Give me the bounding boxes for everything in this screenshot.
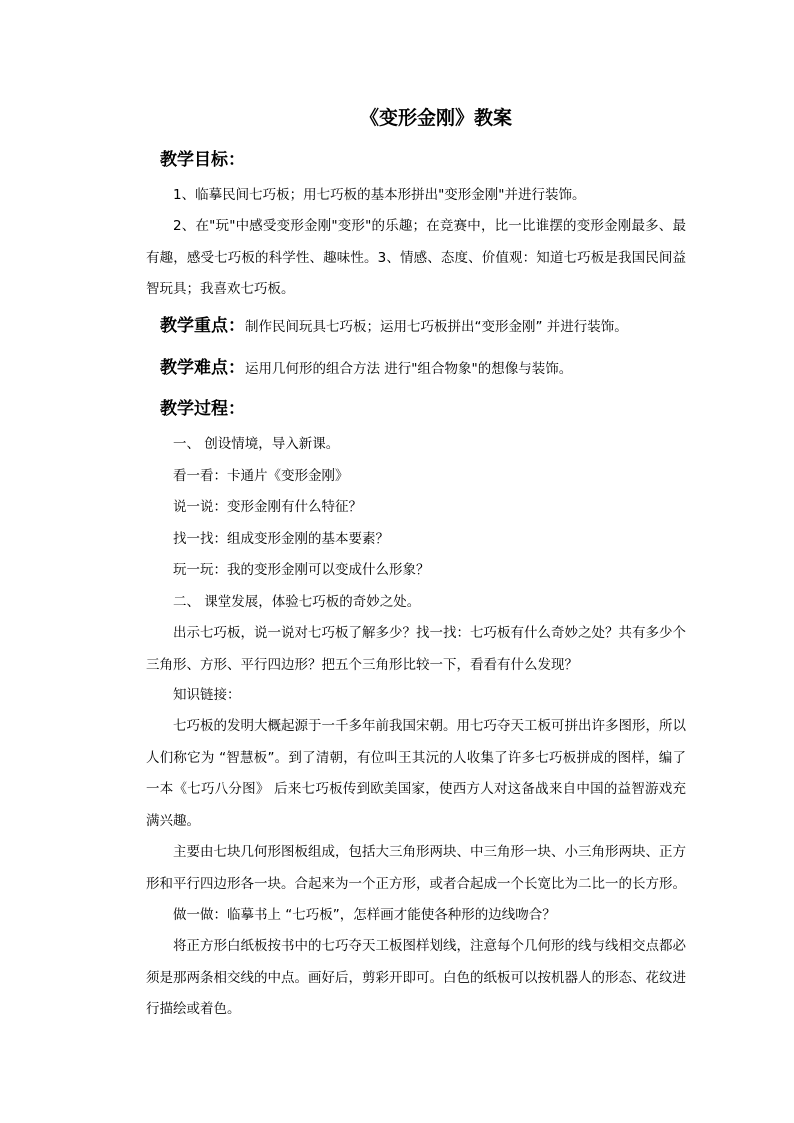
paragraph-2: 七巧板的发明大概起源于一千多年前我国宋朝。用七巧夺天工板可拼出许多图形，所以人们称它为 “智慧板”。到了清朝，有位叫王其沅的人收集了许多七巧板拼成的图样，编了一本《七巧八分图》 后来七巧板传到欧美国家，使西方人对这备战来自中国的益智游戏充满兴趣。 [146, 718, 686, 829]
find-line: 找一找：组成变形金刚的基本要素？ [173, 531, 389, 547]
difficulty-text: 运用几何形的组合方法 进行"组合物象"的想像与装饰。 [245, 361, 573, 377]
say-line: 说一说：变形金刚有什么特征？ [173, 499, 362, 515]
play-line: 玩一玩：我的变形金刚可以变成什么形象？ [173, 562, 430, 578]
process-heading: 教学过程： [160, 399, 245, 419]
difficulty-line [160, 356, 572, 381]
section-2-title: 二、 课堂发展，体验七巧板的奇妙之处。 [173, 594, 421, 610]
look-line: 看一看：卡通片《变形金刚》 [173, 468, 349, 484]
do-it-line: 做一做：临摹书上 “七巧板”，怎样画才能使各种形的边线吻合？ [173, 907, 556, 923]
objectives-heading: 教学目标： [160, 150, 245, 170]
objective-item-1: 1、临摹民间七巧板；用七巧板的基本形拼出"变形金刚"并进行装饰。 [173, 187, 586, 203]
paragraph-4: 将正方形白纸板按书中的七巧夺天工板图样划线，注意每个几何形的线与线相交点都必须是那两条相交线的中点。画好后，剪彩开即可。白色的纸板可以按机器人的形态、花纹进行描绘或着色。 [146, 938, 686, 1017]
objective-item-2: 2、在"玩"中感受变形金刚"变形"的乐趣；在竞赛中，比一比谁摆的变形金刚最多、最有趣，感受七巧板的科学性、趣味性。3、情感、态度、价值观：知道七巧板是我国民间益智玩具；我喜欢七巧板。 [146, 218, 686, 297]
key-point-line [160, 314, 628, 339]
key-point-text: 制作民间玩具七巧板；运用七巧板拼出“变形金刚” 并进行装饰。 [245, 319, 628, 335]
difficulty-heading: 教学难点： [160, 358, 245, 378]
document-page [146, 0, 686, 1123]
knowledge-label: 知识链接： [173, 687, 241, 703]
key-point-heading: 教学重点： [160, 316, 245, 336]
section-1-title: 一、 创设情境，导入新课。 [173, 436, 340, 452]
document-title: 《变形金刚》教案 [359, 107, 512, 129]
paragraph-3: 主要由七块几何形图板组成，包括大三角形两块、中三角形一块、小三角形两块、正方形和平行四边形各一块。合起来为一个正方形，或者合起成一个长宽比为二比一的长方形。 [146, 844, 686, 892]
paragraph-1: 出示七巧板，说一说对七巧板了解多少？找一找：七巧板有什么奇妙之处？共有多少个三角形、方形、平行四边形？把五个三角形比较一下，看看有什么发现？ [146, 625, 686, 673]
